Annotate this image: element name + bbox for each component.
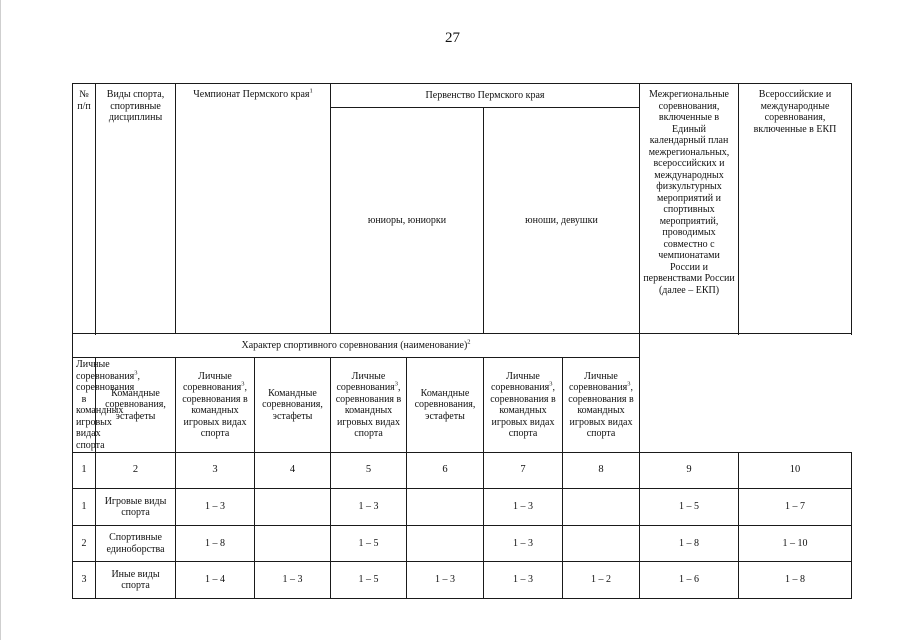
header-interregional: Межрегиональные соревнования, включенные в Единый календарный план межрегиональных, всероссийских и международных физкультурных мероприятий и спортивных мероприятий, проводимых совместно с чемпионатами России и первенствами России (далее – ЕКП) [640, 84, 739, 334]
header-character [73, 334, 640, 358]
column-number: 3 [176, 453, 255, 489]
place-range: 1 – 2 [563, 562, 640, 599]
place-range: 1 – 8 [739, 562, 852, 599]
place-range: 1 – 10 [739, 526, 852, 562]
place-range: 1 – 8 [640, 526, 739, 562]
header-championship [176, 84, 331, 334]
table-row [73, 526, 852, 562]
place-range: 1 – 3 [484, 489, 563, 526]
place-range: 1 – 5 [331, 526, 407, 562]
place-range: 1 – 3 [407, 562, 484, 599]
column-number: 10 [739, 453, 852, 489]
place-range: 1 – 3 [484, 562, 563, 599]
header-allrussian: Всероссийские и международные соревнования, включенные в ЕКП [739, 84, 852, 334]
scan-edge-line [0, 0, 1, 640]
page-number: 27 [445, 30, 460, 46]
personal-competition-header: Личные соревнования$^3$, соревнования в командных игровых видах спорта [484, 358, 563, 453]
place-range [563, 526, 640, 562]
row-number: 2 [73, 526, 96, 562]
character-footnote: 2 [467, 338, 471, 346]
personal-competition-header: Личные соревнования$^3$, соревнования в командных игровых видах спорта [331, 358, 407, 453]
header-number: № п/п [73, 84, 96, 334]
sport-name: Спортивные единоборства [96, 526, 176, 562]
team-competition-header: Командные соревнования, эстафеты [96, 358, 176, 453]
column-number: 9 [640, 453, 739, 489]
character-label: Характер спортивного соревнования (наименование) [241, 339, 468, 351]
header-pervenstvo: Первенство Пермского края [331, 84, 640, 108]
column-number: 6 [407, 453, 484, 489]
table-row [73, 489, 852, 526]
sport-name: Иные виды спорта [96, 562, 176, 599]
competition-type-row [73, 358, 852, 453]
place-range [255, 489, 331, 526]
column-number: 2 [96, 453, 176, 489]
championship-footnote: 1 [309, 87, 313, 95]
place-range [563, 489, 640, 526]
row-number: 3 [73, 562, 96, 599]
column-number: 5 [331, 453, 407, 489]
column-number: 4 [255, 453, 331, 489]
column-number: 8 [563, 453, 640, 489]
place-range: 1 – 3 [255, 562, 331, 599]
place-range [255, 526, 331, 562]
header-juniors: юниоры, юниорки [331, 108, 484, 334]
place-range [407, 489, 484, 526]
column-number-row [73, 453, 852, 489]
header-sport: Виды спорта, спортивные дисциплины [96, 84, 176, 334]
place-range: 1 – 5 [331, 562, 407, 599]
row-number: 1 [73, 489, 96, 526]
table-row [73, 562, 852, 599]
championship-label: Чемпионат Пермского края [193, 89, 310, 100]
place-range: 1 – 6 [640, 562, 739, 599]
place-range: 1 – 8 [176, 526, 255, 562]
personal-competition-header: Личные соревнования$^3$, соревнования в командных игровых видах спорта [176, 358, 255, 453]
column-number: 1 [73, 453, 96, 489]
column-number: 7 [484, 453, 563, 489]
place-range: 1 – 7 [739, 489, 852, 526]
team-competition-header: Командные соревнования, эстафеты [255, 358, 331, 453]
personal-competition-header: Личные соревнования$^3$, соревнования в командных игровых видах спорта [73, 358, 96, 453]
place-range [407, 526, 484, 562]
sport-name: Игровые виды спорта [96, 489, 176, 526]
team-competition-header: Командные соревнования, эстафеты [407, 358, 484, 453]
place-range: 1 – 4 [176, 562, 255, 599]
place-range: 1 – 3 [176, 489, 255, 526]
sports-competitions-table [72, 83, 852, 599]
place-range: 1 – 3 [484, 526, 563, 562]
header-youth: юноши, девушки [484, 108, 640, 334]
personal-competition-header: Личные соревнования$^3$, соревнования в командных игровых видах спорта [563, 358, 640, 453]
place-range: 1 – 3 [331, 489, 407, 526]
place-range: 1 – 5 [640, 489, 739, 526]
